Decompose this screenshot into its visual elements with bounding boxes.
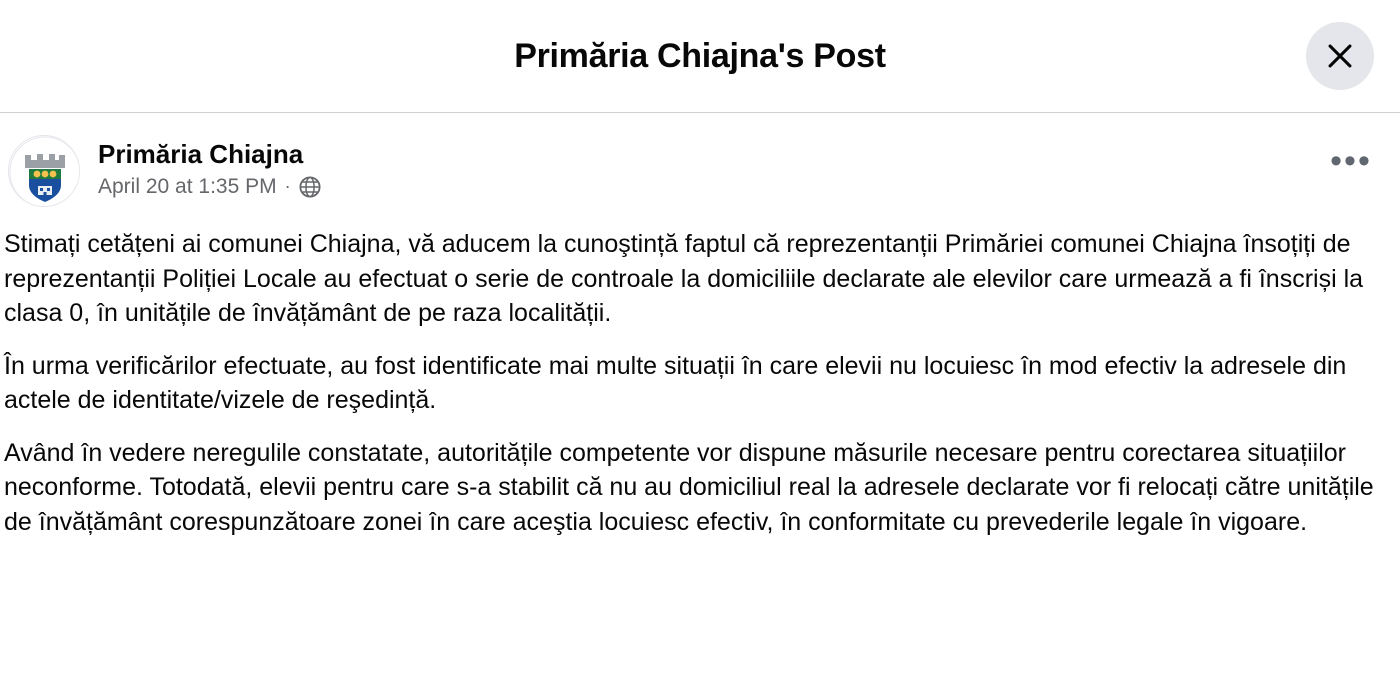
post-meta <box>98 133 321 199</box>
globe-icon[interactable] <box>299 176 321 198</box>
post-header <box>0 133 1400 213</box>
page-title: Primăria Chiajna's Post <box>514 36 886 75</box>
dialog-header <box>0 0 1400 113</box>
post-paragraph: Stimați cetățeni ai comunei Chiajna, vă aducem la cunoştință faptul că reprezentanții Primăriei comunei Chiajna însoțiți de reprezentanții Poliției Locale au efectuat o serie de controale la domiciliile declarate ale elevilor care urmează a fi înscriși la clasa 0, în unitățile de învățământ de pe raza localității. <box>4 230 1364 327</box>
close-icon <box>1323 39 1357 73</box>
separator-dot: · <box>284 175 291 196</box>
close-button[interactable] <box>1306 22 1374 90</box>
avatar[interactable] <box>8 135 80 207</box>
post-paragraph: Având în vedere neregulile constatate, autoritățile competente vor dispune măsurile necesare pentru corectarea situațiilor neconforme. Totodată, elevii pentru care s-a stabilit că nu au domiciliul real la adresele declarate vor fi relocați către unitățile de învățământ corespunzătoare zonei în care aceştia locuiesc efectiv, în conformitate cu prevederile legale în vigoare. <box>4 438 1374 536</box>
more-options-button[interactable]: ••• <box>1324 139 1378 193</box>
post-author-name[interactable]: Primăria Chiajna <box>98 139 304 169</box>
post-subline <box>98 174 321 199</box>
post-container <box>0 113 1400 693</box>
post-paragraph: În urma verificărilor efectuate, au fost identificate mai multe situații în care elevii nu locuiesc în mod efectiv la adresele din actele de identitate/vizele de reşedință. <box>4 351 1347 414</box>
post-text <box>0 213 1400 539</box>
post-timestamp[interactable]: April 20 at 1:35 PM <box>98 175 277 199</box>
